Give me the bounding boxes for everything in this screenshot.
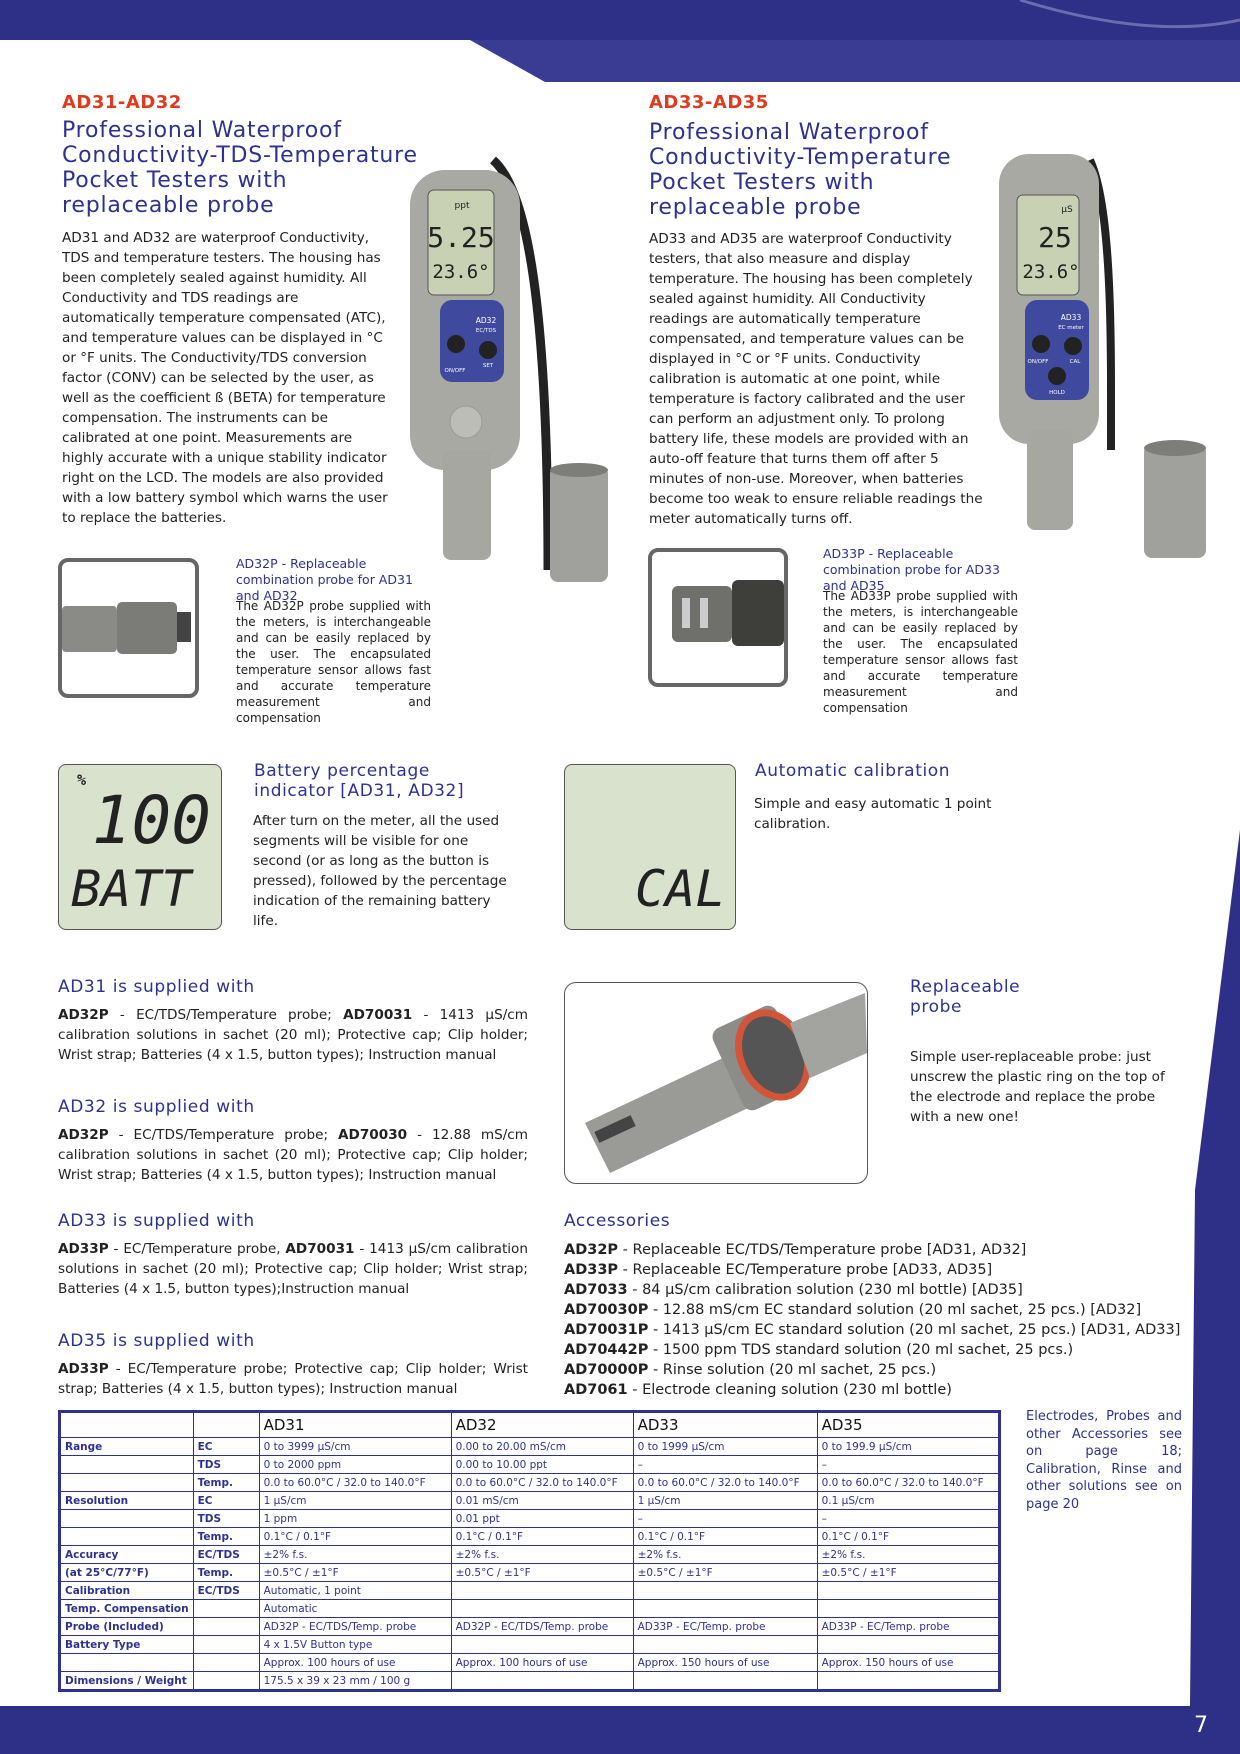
right-model-code: AD33-AD35 — [649, 92, 769, 113]
svg-text:ON/OFF: ON/OFF — [444, 368, 466, 374]
page-number: 7 — [1194, 1713, 1208, 1738]
right-meter-unit: µS — [1061, 205, 1073, 215]
battery-lcd-display — [58, 764, 222, 930]
left-probe-caption-text: The AD32P probe supplied with the meters, is interchangeable and can be easily replaced by the user. The encapsulated temperature sensor allows fast and accurate temperature measurement and compensation — [236, 599, 431, 725]
spec-cell: 0.1°C / 0.1°F — [817, 1528, 998, 1546]
spec-cell: 0.00 to 10.00 ppt — [451, 1456, 633, 1474]
right-meter-temp: 23.6° — [1022, 261, 1080, 283]
supplied-ad31-title: AD31 is supplied with — [58, 977, 255, 997]
spec-cell: AD33P - EC/Temp. probe — [633, 1618, 817, 1636]
calibration-lcd-label: CAL — [635, 860, 726, 918]
spec-cell: ±0.5°C / ±1°F — [817, 1564, 998, 1582]
svg-text:SET: SET — [482, 363, 494, 369]
spec-row-sublabel — [193, 1636, 259, 1654]
right-probe-caption-text: The AD33P probe supplied with the meters, is interchangeable and can be easily replaced by the user. The encapsulated temperature sensor allows fast and accurate temperature measurement and compensation — [823, 589, 1018, 715]
spec-cell — [817, 1636, 998, 1654]
spec-row-sublabel: Temp. — [193, 1528, 259, 1546]
top-wedge-decoration — [0, 0, 1240, 90]
spec-cell: ±2% f.s. — [259, 1546, 451, 1564]
specifications-table — [58, 1410, 1001, 1692]
spec-cell: 0.1°C / 0.1°F — [259, 1528, 451, 1546]
left-meter-unit: ppt — [454, 201, 470, 211]
spec-header-cell: AD31 — [259, 1413, 451, 1438]
spec-row — [61, 1582, 999, 1600]
spec-cell — [451, 1600, 633, 1618]
spec-header-cell — [193, 1413, 259, 1438]
spec-row-sublabel: TDS — [193, 1510, 259, 1528]
right-meter-reading: 25 — [1038, 221, 1072, 254]
spec-cell: 0.0 to 60.0°C / 32.0 to 140.0°F — [817, 1474, 998, 1492]
spec-cell: 1 µS/cm — [633, 1492, 817, 1510]
spec-row-label: (at 25°C/77°F) — [61, 1564, 194, 1582]
spec-cell: 0.0 to 60.0°C / 32.0 to 140.0°F — [633, 1474, 817, 1492]
spec-cell: 0.01 mS/cm — [451, 1492, 633, 1510]
spec-header-cell: AD32 — [451, 1413, 633, 1438]
spec-cell: 0.0 to 60.0°C / 32.0 to 140.0°F — [451, 1474, 633, 1492]
spec-cell — [451, 1672, 633, 1690]
spec-row-label: Temp. Compensation — [61, 1600, 194, 1618]
battery-lcd-label: BATT — [71, 860, 192, 918]
svg-text:HOLD: HOLD — [1049, 390, 1065, 396]
spec-cell — [633, 1600, 817, 1618]
spec-cell: Automatic, 1 point — [259, 1582, 451, 1600]
replaceable-probe-image — [564, 982, 868, 1184]
replaceable-title: Replaceable probe — [910, 977, 1021, 1017]
spec-row — [61, 1438, 999, 1456]
side-note: Electrodes, Probes and other Accessories see on page 18; Calibration, Rinse and other solutions see on page 20 — [1026, 1409, 1182, 1512]
supplied-ad31-text: AD32P - EC/TDS/Temperature probe; AD70031 - 1413 µS/cm calibration solutions in sachet (20 ml); Protective cap; Clip holder; Wrist strap; Batteries (4 x 1.5, button types); Instruction manual — [58, 1007, 529, 1063]
accessories-title: Accessories — [564, 1211, 671, 1231]
spec-cell: – — [633, 1456, 817, 1474]
spec-cell: 0.1°C / 0.1°F — [633, 1528, 817, 1546]
accessory-item: AD7033 - 84 µS/cm calibration solution (230 ml bottle) [AD35] — [564, 1282, 1023, 1298]
right-meter-hold-button — [1048, 367, 1066, 385]
spec-cell: 0.01 ppt — [451, 1510, 633, 1528]
spec-cell: 0 to 199.9 µS/cm — [817, 1438, 998, 1456]
spec-row — [61, 1600, 999, 1618]
spec-cell: – — [817, 1510, 998, 1528]
left-meter-sublabel: EC/TDS — [475, 328, 497, 334]
left-meter-set-button — [479, 341, 497, 359]
spec-row-label: Resolution — [61, 1492, 194, 1510]
spec-row-label — [61, 1474, 194, 1492]
supplied-ad33-section — [58, 1211, 528, 1299]
spec-cell — [633, 1672, 817, 1690]
spec-row — [61, 1636, 999, 1654]
spec-row-sublabel: EC/TDS — [193, 1582, 259, 1600]
spec-row — [61, 1528, 999, 1546]
left-protective-cap-image — [548, 462, 610, 586]
battery-lcd-value: 100 — [91, 782, 211, 859]
spec-cell: Automatic — [259, 1600, 451, 1618]
spec-row-sublabel: EC — [193, 1492, 259, 1510]
right-title: Professional Waterproof Conductivity-Temperature Pocket Testers with replaceable probe — [649, 120, 952, 220]
spec-cell — [817, 1600, 998, 1618]
spec-row-label: Calibration — [61, 1582, 194, 1600]
supplied-ad35-title: AD35 is supplied with — [58, 1331, 255, 1351]
spec-row-sublabel — [193, 1600, 259, 1618]
spec-row — [61, 1654, 999, 1672]
spec-cell: ±2% f.s. — [451, 1546, 633, 1564]
left-probe-image — [58, 558, 199, 698]
spec-cell: 0.00 to 20.00 mS/cm — [451, 1438, 633, 1456]
battery-title: Battery percentage indicator [AD31, AD32] — [254, 761, 465, 801]
accessory-item: AD70031P - 1413 µS/cm EC standard solution (20 ml sachet, 25 pcs.) [AD31, AD33] — [564, 1322, 1181, 1338]
spec-row-label: Dimensions / Weight — [61, 1672, 194, 1690]
spec-cell: 4 x 1.5V Button type — [259, 1636, 451, 1654]
spec-cell: ±2% f.s. — [633, 1546, 817, 1564]
left-model-code: AD31-AD32 — [62, 92, 182, 113]
spec-cell: ±0.5°C / ±1°F — [451, 1564, 633, 1582]
spec-row-sublabel — [193, 1654, 259, 1672]
spec-row-sublabel: TDS — [193, 1456, 259, 1474]
spec-row-label: Accuracy — [61, 1546, 194, 1564]
left-meter-temp: 23.6° — [432, 261, 490, 283]
spec-row — [61, 1618, 999, 1636]
spec-cell — [451, 1582, 633, 1600]
supplied-ad32-section — [58, 1097, 528, 1185]
spec-cell — [817, 1582, 998, 1600]
spec-row — [61, 1474, 999, 1492]
spec-cell — [633, 1636, 817, 1654]
spec-cell: 1 ppm — [259, 1510, 451, 1528]
spec-row-label: Probe (Included) — [61, 1618, 194, 1636]
battery-text: After turn on the meter, all the used segments will be visible for one second (or as long as the button is pressed), followed by the percentage indication of the remaining battery life. — [253, 813, 507, 929]
supplied-ad32-title: AD32 is supplied with — [58, 1097, 255, 1117]
spec-row-label: Range — [61, 1438, 194, 1456]
spec-row-sublabel: Temp. — [193, 1474, 259, 1492]
spec-cell: – — [817, 1456, 998, 1474]
right-meter-onoff-button — [1032, 335, 1050, 353]
spec-row-sublabel: EC — [193, 1438, 259, 1456]
spec-cell: AD32P - EC/TDS/Temp. probe — [451, 1618, 633, 1636]
spec-row-sublabel: Temp. — [193, 1564, 259, 1582]
spec-row — [61, 1564, 999, 1582]
supplied-ad33-title: AD33 is supplied with — [58, 1211, 255, 1231]
spec-row-label — [61, 1456, 194, 1474]
spec-cell: AD32P - EC/TDS/Temp. probe — [259, 1618, 451, 1636]
right-meter-model: AD33 — [1060, 313, 1082, 322]
accessory-item: AD33P - Replaceable EC/Temperature probe [AD33, AD35] — [564, 1262, 993, 1278]
spec-row-label — [61, 1528, 194, 1546]
left-meter-model: AD32 — [475, 316, 497, 325]
spec-row — [61, 1510, 999, 1528]
replaceable-text: Simple user-replaceable probe: just unscrew the plastic ring on the top of the electrode and replace the probe with a new one! — [910, 1049, 1165, 1125]
right-protective-cap-image — [1140, 438, 1210, 562]
right-meter-image — [995, 150, 1115, 590]
spec-cell: 1 µS/cm — [259, 1492, 451, 1510]
spec-row-label — [61, 1510, 194, 1528]
spec-row-sublabel — [193, 1672, 259, 1690]
accessory-item: AD70442P - 1500 ppm TDS standard solution (20 ml sachet, 25 pcs.) — [564, 1342, 1074, 1358]
spec-row-label — [61, 1654, 194, 1672]
spec-cell: ±0.5°C / ±1°F — [633, 1564, 817, 1582]
supplied-ad35-section — [58, 1331, 528, 1399]
spec-row — [61, 1492, 999, 1510]
calibration-text: Simple and easy automatic 1 point calibration. — [754, 796, 992, 832]
right-description: AD33 and AD35 are waterproof Conductivity testers, that also measure and display temperature. The housing has been completely sealed against humidity. All Conductivity readings are automatically temperature compensated, and temperature values can be displayed in °C or °F units. Conductivity calibration is automatic at one point, while temperature is factory calibrated and the user can perform an adjustment only. To prolong battery life, these models are provided with an auto-off feature that turns them off after 5 minutes of non-use. Moreover, when batteries become too weak to ensure reliable readings the meter automatically turns off. — [649, 231, 983, 527]
accessory-item: AD32P - Replaceable EC/TDS/Temperature probe [AD31, AD32] — [564, 1242, 1027, 1258]
supplied-ad35-text: AD33P - EC/Temperature probe; Protective cap; Clip holder; Wrist strap; Batteries (4 x 1.5, button types); Instruction manual — [58, 1361, 528, 1397]
spec-cell: 0 to 3999 µS/cm — [259, 1438, 451, 1456]
calibration-lcd-display — [564, 764, 736, 930]
right-probe-caption-title: AD33P - Replaceable combination probe for AD33 and AD35 — [823, 546, 1000, 593]
spec-cell: 0 to 1999 µS/cm — [633, 1438, 817, 1456]
spec-cell: 0.0 to 60.0°C / 32.0 to 140.0°F — [259, 1474, 451, 1492]
spec-cell: Approx. 100 hours of use — [451, 1654, 633, 1672]
left-meter-reading: 5.25 — [427, 221, 495, 254]
right-meter-sublabel: EC meter — [1058, 325, 1084, 331]
bottom-band — [0, 1706, 1240, 1754]
spec-header-row — [61, 1413, 999, 1438]
spec-row-sublabel: EC/TDS — [193, 1546, 259, 1564]
supplied-ad32-text: AD32P - EC/TDS/Temperature probe; AD70030 - 12.88 mS/cm calibration solutions in sachet (20 ml); Protective cap; Clip holder; Wrist strap; Batteries (4 x 1.5, button types); Instruction manual — [58, 1127, 529, 1183]
spec-cell: 0.1 µS/cm — [817, 1492, 998, 1510]
left-probe-caption-title: AD32P - Replaceable combination probe for AD31 and AD32 — [236, 556, 413, 603]
spec-cell: 175.5 x 39 x 23 mm / 100 g — [259, 1672, 451, 1690]
right-probe-image — [648, 548, 788, 687]
left-description: AD31 and AD32 are waterproof Conductivity, TDS and temperature testers. The housing has been completely sealed against humidity. All Conductivity and TDS readings are automatically temperature compensated (ATC), and temperature values can be displayed in °C or °F units. The Conductivity/TDS conversion factor (CONV) can be selected by the user, as well as the coefficient ß (BETA) for temperature compensation. The instruments can be calibrated at one point. Measurements are highly accurate with a unique stability indicator right on the LCD. The models are also provided with a low battery symbol which warns the user to replace the batteries. — [62, 230, 388, 526]
left-title: Professional Waterproof Conductivity-TDS-Temperature Pocket Testers with replaceable probe — [62, 118, 418, 218]
accessories-list — [564, 1240, 1204, 1400]
spec-cell: Approx. 100 hours of use — [259, 1654, 451, 1672]
spec-cell — [451, 1636, 633, 1654]
spec-header-cell — [61, 1413, 194, 1438]
spec-cell: 0 to 2000 ppm — [259, 1456, 451, 1474]
spec-cell: Approx. 150 hours of use — [633, 1654, 817, 1672]
spec-header-cell: AD33 — [633, 1413, 817, 1438]
spec-cell: – — [633, 1510, 817, 1528]
supplied-ad31-section — [58, 977, 528, 1065]
spec-cell: AD33P - EC/Temp. probe — [817, 1618, 998, 1636]
supplied-ad33-text: AD33P - EC/Temperature probe, AD70031 - 1413 µS/cm calibration solutions in sachet (20 ml); Protective cap; Clip holder; Wrist strap; Batteries (4 x 1.5, button types);Instruction manual — [58, 1241, 528, 1297]
svg-text:ON/OFF: ON/OFF — [1027, 359, 1049, 365]
calibration-title: Automatic calibration — [755, 761, 951, 781]
left-meter-onoff-button — [447, 335, 465, 353]
spec-cell: Approx. 150 hours of use — [817, 1654, 998, 1672]
spec-cell: ±2% f.s. — [817, 1546, 998, 1564]
spec-row — [61, 1546, 999, 1564]
accessory-item: AD70000P - Rinse solution (20 ml sachet, 25 pcs.) — [564, 1362, 937, 1378]
accessory-item: AD70030P - 12.88 mS/cm EC standard solution (20 ml sachet, 25 pcs.) [AD32] — [564, 1302, 1142, 1318]
spec-row — [61, 1672, 999, 1690]
spec-cell — [817, 1672, 998, 1690]
spec-header-cell: AD35 — [817, 1413, 998, 1438]
svg-text:CAL: CAL — [1069, 359, 1081, 365]
battery-lcd-percent: % — [77, 771, 87, 789]
spec-cell: 0.1°C / 0.1°F — [451, 1528, 633, 1546]
spec-row — [61, 1456, 999, 1474]
spec-row-label: Battery Type — [61, 1636, 194, 1654]
spec-cell: ±0.5°C / ±1°F — [259, 1564, 451, 1582]
spec-row-sublabel — [193, 1618, 259, 1636]
spec-cell — [633, 1582, 817, 1600]
right-meter-cal-button — [1064, 337, 1082, 355]
accessory-item: AD7061 - Electrode cleaning solution (230 ml bottle) — [564, 1382, 952, 1398]
